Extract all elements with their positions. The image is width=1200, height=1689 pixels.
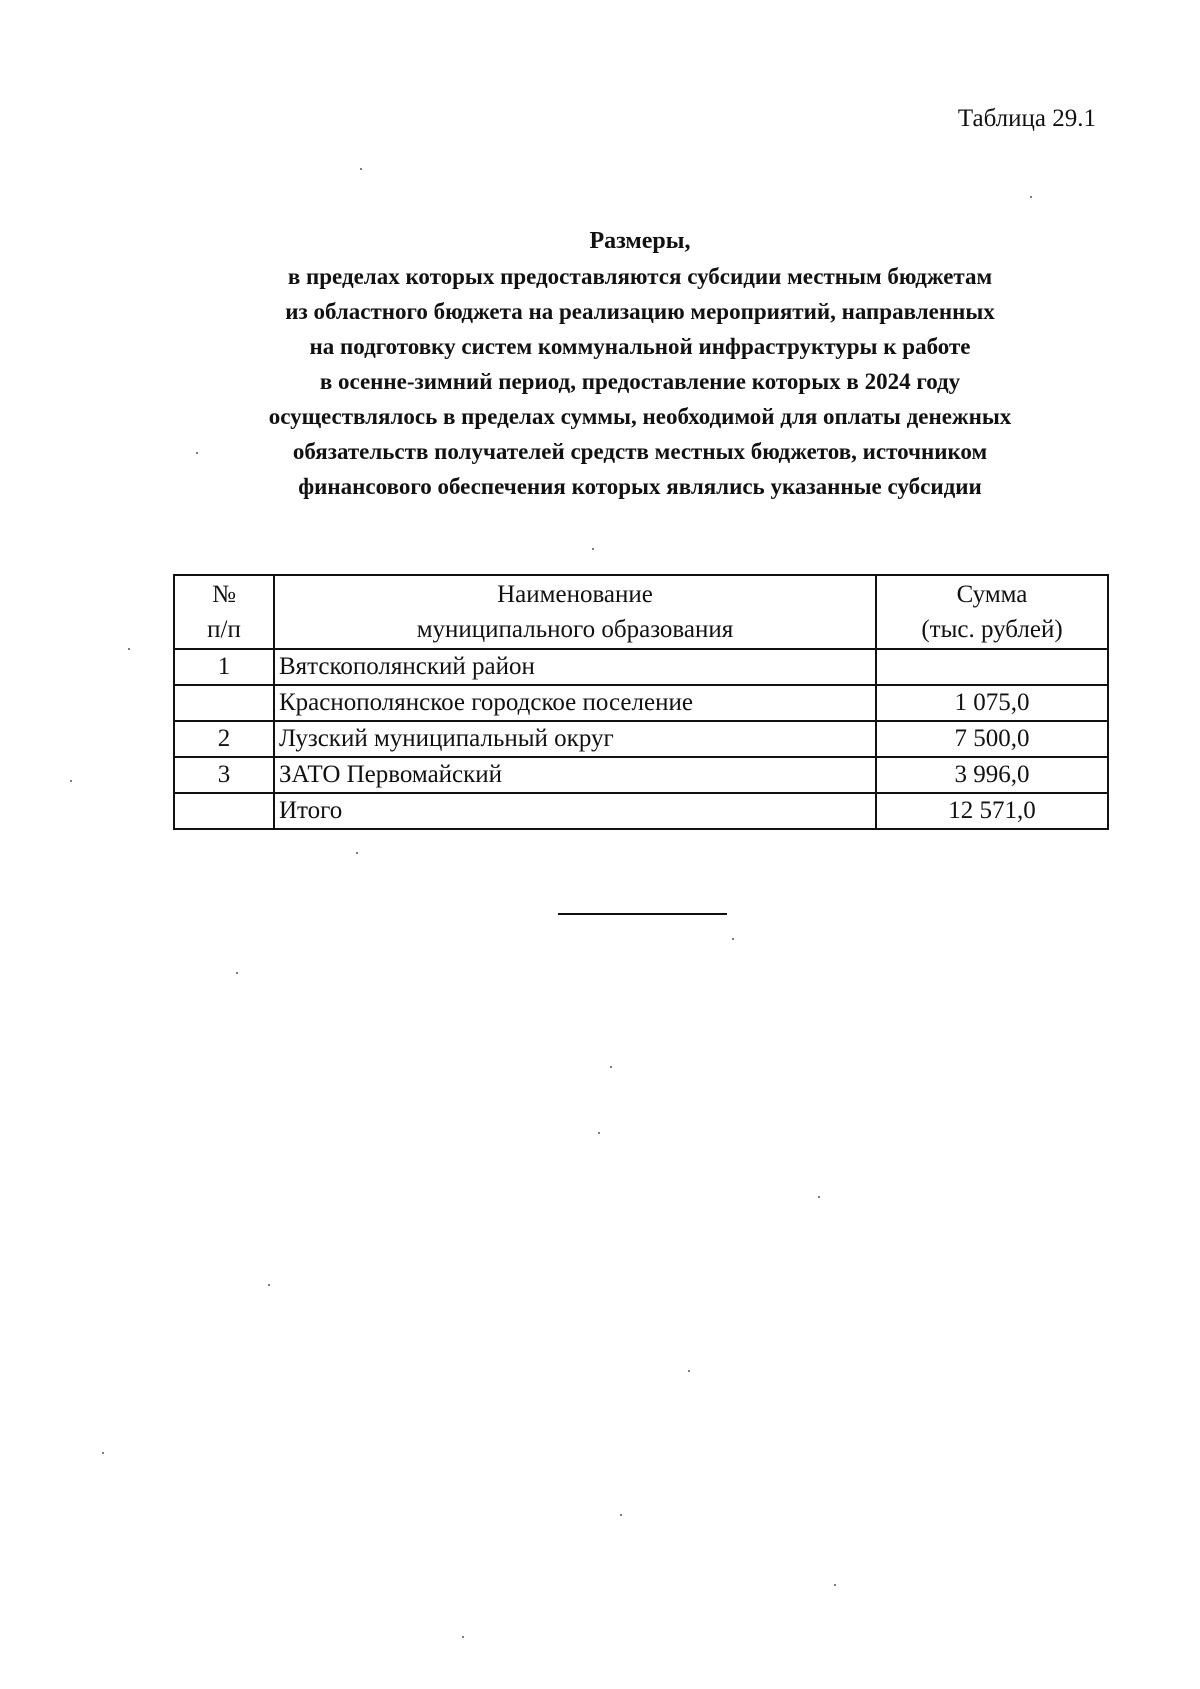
scan-speck xyxy=(196,452,198,454)
scan-speck xyxy=(620,1514,622,1516)
table-header-row xyxy=(174,575,1108,649)
scan-speck xyxy=(818,1196,820,1198)
header-name-line: муниципального образования xyxy=(416,616,734,643)
row-sum: 1 075,0 xyxy=(876,685,1108,721)
scan-speck xyxy=(688,1370,690,1372)
scan-speck xyxy=(732,938,734,940)
table-number: Таблица 29.1 xyxy=(957,105,1096,132)
row-num: 3 xyxy=(174,757,274,793)
scan-speck xyxy=(102,1452,104,1454)
header-num-line: № xyxy=(212,581,236,608)
heading-line: осуществлялось в пределах суммы, необходимой для оплаты денежных xyxy=(268,404,1012,429)
scan-speck xyxy=(70,780,72,782)
row-name: Вятскополянский район xyxy=(274,649,876,685)
heading-line: на подготовку систем коммунальной инфраструктуры к работе xyxy=(309,334,971,359)
row-sum xyxy=(876,649,1108,685)
header-num xyxy=(174,575,274,649)
row-num xyxy=(174,685,274,721)
row-name: ЗАТО Первомайский xyxy=(274,757,876,793)
scan-speck xyxy=(128,648,130,650)
heading-line: из областного бюджета на реализацию мероприятий, направленных xyxy=(285,299,995,324)
heading-line: в пределах которых предоставляются субсидии местным бюджетам xyxy=(287,264,993,289)
scan-speck xyxy=(356,852,358,854)
scan-speck xyxy=(598,1132,600,1134)
table-total-row xyxy=(174,793,1108,829)
heading-line: обязательств получателей средств местных бюджетов, источником xyxy=(292,439,988,464)
row-name: Краснополянское городское поселение xyxy=(274,685,876,721)
header-name-line: Наименование xyxy=(497,581,653,608)
scan-speck xyxy=(236,972,238,974)
heading-line: финансового обеспечения которых являлись указанные субсидии xyxy=(298,474,982,499)
table-row xyxy=(174,685,1108,721)
heading-title: Размеры, xyxy=(589,228,691,254)
header-sum-line: (тыс. рублей) xyxy=(921,616,1063,643)
row-num xyxy=(174,793,274,829)
scan-speck xyxy=(268,1284,270,1286)
table-row xyxy=(174,649,1108,685)
scan-speck xyxy=(360,168,362,170)
header-sum-line: Сумма xyxy=(956,581,1028,608)
row-num: 1 xyxy=(174,649,274,685)
row-sum: 3 996,0 xyxy=(876,757,1108,793)
header-name xyxy=(274,575,876,649)
document-heading xyxy=(150,224,1130,504)
header-sum xyxy=(876,575,1108,649)
row-num: 2 xyxy=(174,721,274,757)
subsidy-table xyxy=(173,574,1109,830)
table-row xyxy=(174,757,1108,793)
row-name: Итого xyxy=(274,793,876,829)
row-name: Лузский муниципальный округ xyxy=(274,721,876,757)
heading-line: в осенне-зимний период, предоставление которых в 2024 году xyxy=(319,369,961,394)
row-sum: 7 500,0 xyxy=(876,721,1108,757)
row-sum: 12 571,0 xyxy=(876,793,1108,829)
scan-speck xyxy=(592,548,594,550)
scan-speck xyxy=(462,1636,464,1638)
table-row xyxy=(174,721,1108,757)
scan-speck xyxy=(834,1584,836,1586)
scan-speck xyxy=(1030,196,1032,198)
closing-rule xyxy=(558,913,727,915)
scan-speck xyxy=(610,1066,612,1068)
header-num-line: п/п xyxy=(207,616,241,643)
